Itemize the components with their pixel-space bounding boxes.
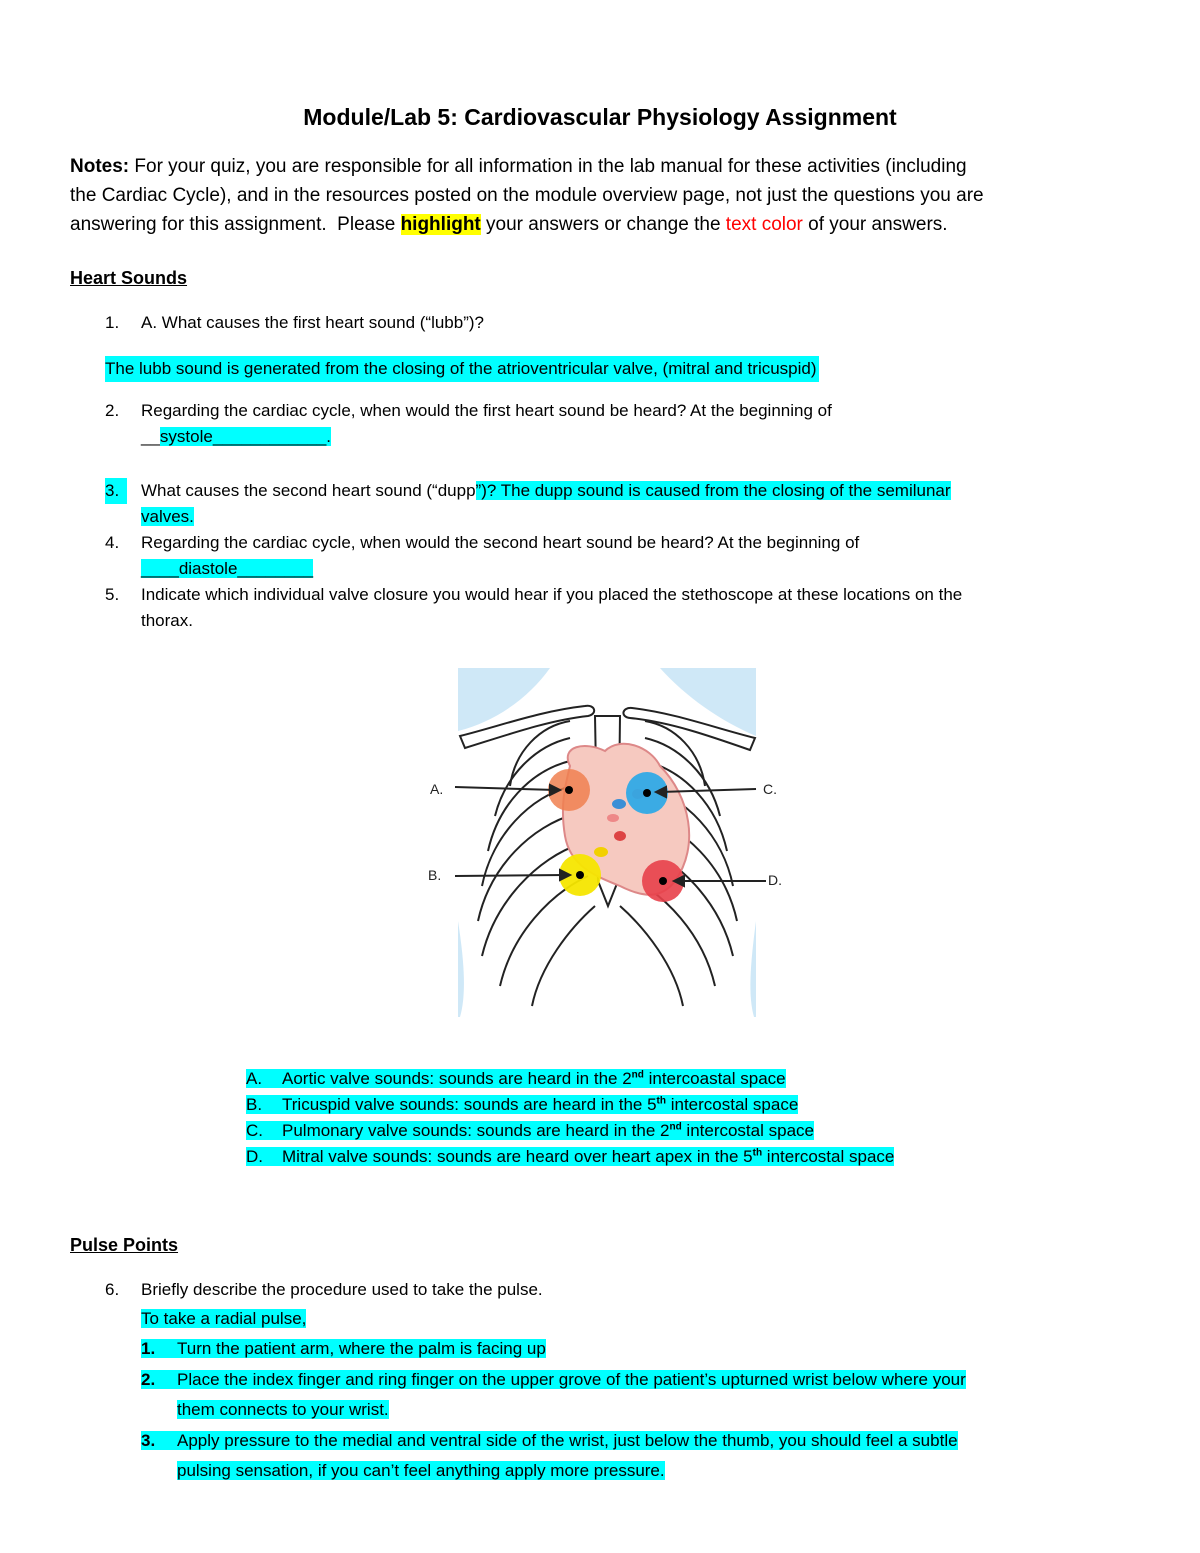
highlight-example: highlight — [400, 214, 481, 235]
question-1-number: 1. — [105, 313, 120, 332]
tricuspid-valve-shape — [594, 847, 608, 857]
pulse-step-2-text: Place the index finger and ring finger on the upper grove of the patient’s upturned wrist below where your — [177, 1370, 966, 1389]
question-2-text: Regarding the cardiac cycle, when would the first heart sound be heard? At the beginning of — [141, 401, 832, 420]
valve-answer-a-text: Aortic valve sounds: sounds are heard in the 2 — [282, 1069, 632, 1088]
valve-answer-a-superscript: nd — [631, 1069, 644, 1081]
mitral-valve-shape — [614, 831, 626, 841]
question-5-line-2: thorax. — [141, 611, 193, 630]
valve-answer-b-text: Tricuspid valve sounds: sounds are heard in the 5 — [282, 1095, 657, 1114]
pulse-step-3-continued: pulsing sensation, if you can’t feel anything apply more pressure. — [177, 1461, 665, 1480]
question-4-text: Regarding the cardiac cycle, when would the second heart sound be heard? At the beginning of — [141, 533, 860, 552]
pulse-intro — [141, 1304, 306, 1334]
notes-text-1: For your quiz, you are responsible for all information in the lab manual for these activities (including — [134, 156, 967, 177]
valve-answer-c-superscript: nd — [669, 1121, 682, 1133]
question-6 — [105, 1277, 543, 1303]
question-2 — [105, 398, 832, 424]
question-2-answer-line — [141, 424, 331, 450]
figure-label-a: A. — [430, 781, 444, 797]
valve-answer-d-text: Mitral valve sounds: sounds are heard over heart apex in the 5 — [282, 1147, 753, 1166]
pulmonary-valve-shape — [612, 799, 626, 809]
figure-label-d: D. — [768, 872, 782, 888]
pulse-points-heading: Pulse Points — [70, 1235, 179, 1255]
notes-text-3a: answering for this assignment. Please — [70, 214, 401, 235]
valve-shape — [607, 814, 619, 822]
question-5-number: 5. — [105, 585, 120, 604]
question-4 — [105, 530, 859, 556]
valve-answer-a-suffix: intercoastal space — [643, 1069, 786, 1088]
pulse-step-1-number: 1. — [141, 1339, 156, 1358]
pulse-step-2-continued: them connects to your wrist. — [177, 1400, 389, 1419]
notes-text-3c: of your answers. — [802, 214, 948, 235]
figure-label-c: C. — [763, 781, 777, 797]
notes-line-3 — [70, 210, 948, 239]
thorax-figure — [420, 666, 800, 1018]
valve-answer-b — [246, 1092, 798, 1118]
valve-answer-a — [246, 1066, 786, 1092]
valve-answer-c-letter: C. — [246, 1121, 263, 1140]
question-4-answer-line — [141, 556, 313, 582]
answer-4: ____diastole________ — [141, 559, 314, 578]
question-5-text: Indicate which individual valve closure you would hear if you placed the stethoscope at these locations on the — [141, 585, 963, 604]
answer-1: The lubb sound is generated from the closing of the atrioventricular valve, (mitral and tricuspid) — [105, 356, 819, 382]
valve-answer-b-superscript: th — [656, 1095, 666, 1107]
answer-3: ”)? The dupp sound is caused from the closing of the semilunar — [475, 481, 951, 500]
notes-label: Notes: — [70, 156, 130, 177]
valve-answer-c-text: Pulmonary valve sounds: sounds are heard in the 2 — [282, 1121, 670, 1140]
pulse-step-2-line-2 — [177, 1395, 389, 1425]
valve-answer-a-letter: A. — [246, 1069, 263, 1088]
pulse-step-3-line-2 — [177, 1456, 665, 1486]
question-2-number: 2. — [105, 401, 120, 420]
answer-2: systole____________. — [159, 427, 332, 446]
answer-2-prefix: __ — [141, 427, 160, 446]
question-3-number: 3. — [105, 478, 127, 504]
pulse-step-1-text: Turn the patient arm, where the palm is facing up — [177, 1339, 546, 1358]
valve-answer-c — [246, 1118, 814, 1144]
heart-sounds-heading: Heart Sounds — [70, 268, 188, 288]
answer-3-line-2 — [141, 504, 194, 530]
question-3 — [105, 478, 951, 504]
pulse-step-2 — [141, 1365, 966, 1395]
figure-label-b: B. — [428, 867, 442, 883]
question-6-number: 6. — [105, 1280, 120, 1299]
pulse-step-1 — [141, 1334, 546, 1364]
question-3-text: What causes the second heart sound (“dupp — [141, 481, 476, 500]
valve-answer-b-letter: B. — [246, 1095, 263, 1114]
pulse-step-3-number: 3. — [141, 1431, 156, 1450]
notes-text-3b: your answers or change the — [480, 214, 726, 235]
notes-line-1 — [70, 152, 967, 181]
question-5 — [105, 582, 962, 608]
valve-answer-b-suffix: intercostal space — [665, 1095, 799, 1114]
question-4-number: 4. — [105, 533, 120, 552]
valve-answer-d — [246, 1144, 894, 1170]
valve-answer-c-suffix: intercostal space — [681, 1121, 814, 1140]
valve-answer-d-suffix: intercostal space — [762, 1147, 895, 1166]
question-1-text: A. What causes the first heart sound (“lubb”)? — [141, 313, 484, 332]
pulse-step-3-text: Apply pressure to the medial and ventral side of the wrist, just below the thumb, you should feel a subtle — [177, 1431, 958, 1450]
pulse-step-3 — [141, 1426, 958, 1456]
valve-answer-d-letter: D. — [246, 1147, 263, 1166]
question-1 — [105, 310, 484, 336]
page-title: Module/Lab 5: Cardiovascular Physiology Assignment — [303, 104, 897, 130]
answer-3-continued: valves. — [141, 507, 194, 526]
pulse-step-2-number: 2. — [141, 1370, 156, 1389]
question-6-text: Briefly describe the procedure used to take the pulse. — [141, 1280, 543, 1299]
pulse-intro-text: To take a radial pulse, — [141, 1309, 307, 1328]
text-color-example: text color — [725, 214, 803, 235]
notes-line-2: the Cardiac Cycle), and in the resources posted on the module overview page, not just the questions you are — [70, 185, 984, 206]
valve-answer-d-superscript: th — [752, 1147, 763, 1159]
